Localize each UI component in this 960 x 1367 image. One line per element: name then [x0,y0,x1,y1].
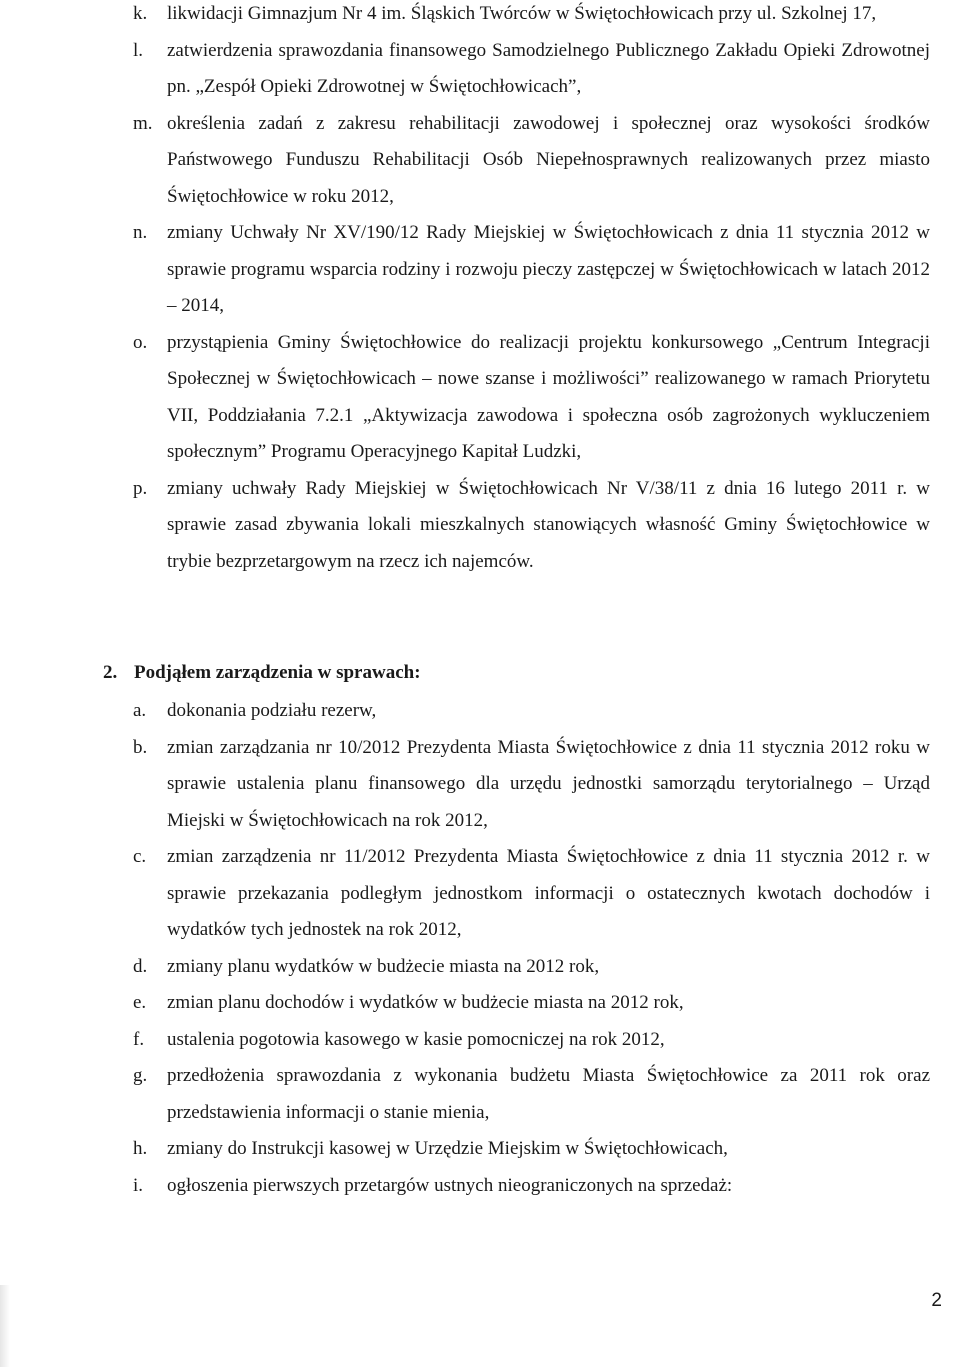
list-item [0,471,960,581]
list-marker: f. [133,1028,145,1050]
list-item-text: zmiany planu wydatków w budżecie miasta na 2012 rok, [167,955,600,977]
list-item-text: przedłożenia sprawozdania z wykonania budżetu Miasta Świętochłowice za 2011 rok oraz przedstawienia informacji o stanie mienia, [167,1065,930,1123]
list-item [0,949,960,986]
list-item-text: zmian zarządzenia nr 11/2012 Prezydenta Miasta Świętochłowice z dnia 11 stycznia 2012 r. w sprawie przekazania podległym jednostkom informacji o ostatecznych kwotach dochodów i wydatków tych jednostek na rok 2012, [167,846,930,940]
list-marker: g. [133,1065,148,1086]
list-marker: l. [133,39,144,61]
list-item [0,33,960,106]
list-item-text: ustalenia pogotowia kasowego w kasie pomocniczej na rok 2012, [167,1028,665,1050]
list-item-text: zmiany uchwały Rady Miejskiej w Świętochłowicach Nr V/38/11 z dnia 16 lutego 2011 r. w sprawie zasad zbywania lokali mieszkalnych stanowiących własność Gminy Świętochłowice w trybie bezprzetargowym na rzecz ich najemców. [167,477,930,572]
list-item-text: zmiany Uchwały Nr XV/190/12 Rady Miejskiej w Świętochłowicach z dnia 11 stycznia 2012 w sprawie programu wsparcia rodziny i rozwoju pieczy zastępczej w Świętochłowicach w latach 2012 – 2014, [167,222,930,316]
list-item [0,1022,960,1059]
list-marker: a. [133,700,147,721]
list-item [0,730,960,840]
list-marker: o. [133,331,148,353]
resolutions-list [0,0,960,580]
list-marker: i. [133,1174,144,1196]
list-item [0,325,960,471]
list-item [0,693,960,730]
page-number: 2 [931,1290,942,1311]
section-number: 2. [103,662,118,683]
orders-list [0,693,960,1204]
list-item-text: zmiany do Instrukcji kasowej w Urzędzie Miejskim w Świętochłowicach, [167,1138,728,1159]
list-item-text: określenia zadań z zakresu rehabilitacji zawodowej i społecznej oraz wysokości środków Państwowego Funduszu Rehabilitacji Osób Niepełnosprawnych realizowanych przez miasto Świętochłowice w roku 2012, [167,112,930,207]
list-item-text: likwidacji Gimnazjum Nr 4 im. Śląskich Twórców w Świętochłowicach przy ul. Szkolnej 17, [167,3,877,24]
list-item-text: dokonania podziału rezerw, [167,700,377,721]
list-marker: c. [133,846,147,867]
list-marker: n. [133,222,148,243]
scan-edge-shadow [0,1285,10,1367]
list-marker: e. [133,992,147,1013]
list-marker: p. [133,477,148,499]
list-item-text: przystąpienia Gminy Świętochłowice do realizacji projektu konkursowego „Centrum Integracji Społecznej w Świętochłowicach – nowe szanse i możliwości” realizowanego w ramach Priorytetu VII, Poddziałania 7.2.1 „Aktywizacja zawodowa i społeczna osób zagrożonych wykluczeniem społecznym” Programu Operacyjnego Kapitał Ludzki, [167,331,930,462]
list-item [0,839,960,949]
list-item-text: zmian zarządzania nr 10/2012 Prezydenta Miasta Świętochłowice z dnia 11 stycznia 2012 roku w sprawie ustalenia planu finansowego dla urzędu jednostki samorządu terytorialnego – Urząd Miejski w Świętochłowicach na rok 2012, [167,736,930,831]
list-marker: k. [133,3,148,24]
list-item-text: zatwierdzenia sprawozdania finansowego Samodzielnego Publicznego Zakładu Opieki Zdrowotnej pn. „Zespół Opieki Zdrowotnej w Świętochłowicach”, [167,39,930,97]
list-item [0,106,960,216]
list-item [0,985,960,1022]
list-marker: d. [133,955,148,977]
list-marker: m. [133,112,153,134]
list-item [0,1131,960,1168]
list-item [0,1058,960,1131]
list-item [0,0,960,33]
list-item-text: zmian planu dochodów i wydatków w budżecie miasta na 2012 rok, [167,992,684,1013]
list-item-text: ogłoszenia pierwszych przetargów ustnych nieograniczonych na sprzedaż: [167,1174,733,1196]
list-item [0,215,960,325]
list-marker: b. [133,736,148,758]
list-marker: h. [133,1138,148,1159]
section-title: Podjąłem zarządzenia w sprawach: [134,662,421,683]
list-item [0,1168,960,1205]
